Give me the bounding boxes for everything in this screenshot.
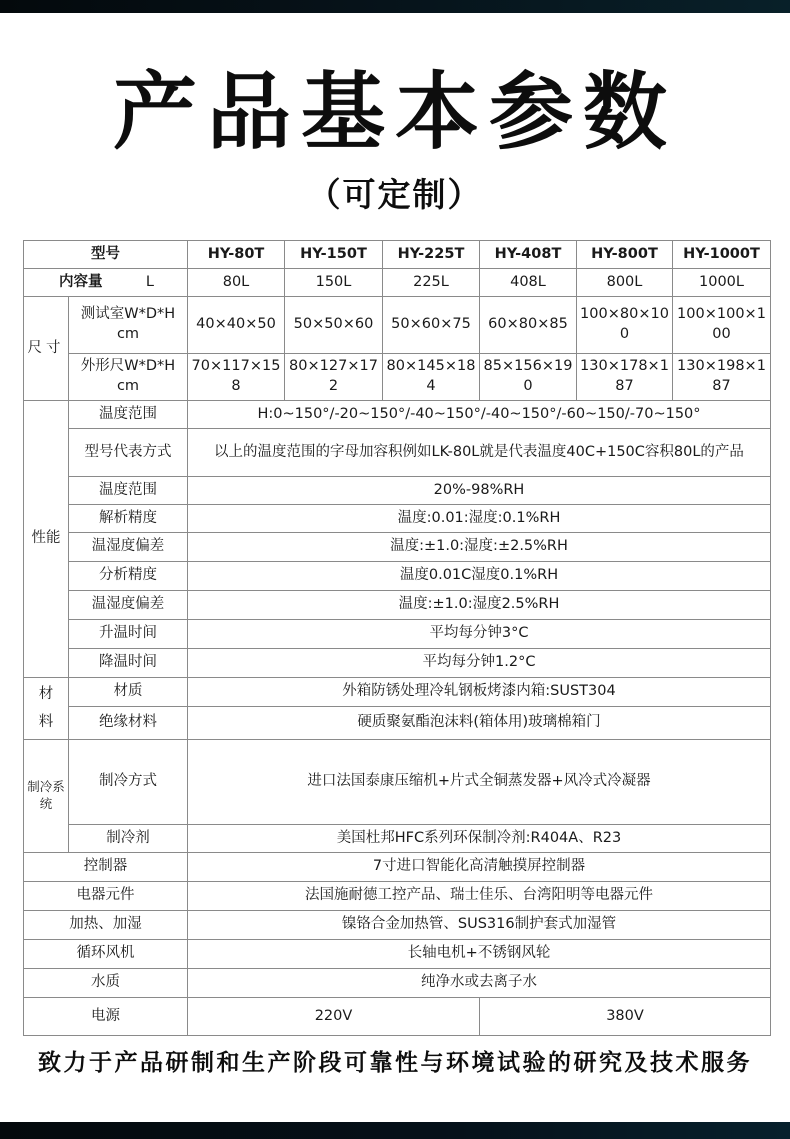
simple-row-label: 电器元件 [24, 882, 188, 911]
cooling-row-label: 制冷方式 [69, 740, 188, 825]
table-row-deviation-1 [24, 533, 771, 562]
table-row-test-chamber-size [24, 297, 771, 354]
group-label-cooling-system: 制冷系统 [24, 740, 69, 853]
dimension-value: 60×80×85 [480, 297, 577, 354]
dimension-row-label: 外形尺W*D*H cm [69, 354, 188, 401]
dimension-value: 130×178×187 [577, 354, 673, 401]
dimension-row-label: 测试室W*D*H cm [69, 297, 188, 354]
power-value-380: 380V [480, 998, 771, 1036]
perf-row-label: 型号代表方式 [69, 429, 188, 477]
dimension-value: 50×60×75 [383, 297, 480, 354]
material-row-value: 外箱防锈处理冷轧钢板烤漆内箱:SUST304 [188, 678, 771, 707]
table-row-material [24, 678, 771, 707]
footer-tagline: 致力于产品研制和生产阶段可靠性与环境试验的研究及技术服务 [38, 1050, 752, 1076]
capacity-value: 225L [383, 269, 480, 297]
simple-row-value: 法国施耐德工控产品、瑞士佳乐、台湾阳明等电器元件 [188, 882, 771, 911]
table-row-model-naming [24, 429, 771, 477]
model-name: HY-225T [383, 241, 480, 269]
group-label-performance: 性能 [24, 401, 69, 678]
power-value-220: 220V [188, 998, 480, 1036]
table-row-analysis-precision [24, 562, 771, 591]
dimension-value: 85×156×190 [480, 354, 577, 401]
table-row-resolution [24, 505, 771, 533]
model-name: HY-408T [480, 241, 577, 269]
simple-row-label: 控制器 [24, 853, 188, 882]
simple-row-label: 循环风机 [24, 940, 188, 969]
dimension-value: 100×100×100 [673, 297, 771, 354]
material-row-label: 绝缘材料 [69, 707, 188, 740]
perf-row-value: 平均每分钟1.2°C [188, 649, 771, 678]
spec-table [23, 240, 771, 1036]
table-row-cooling-method [24, 740, 771, 825]
table-row-cooldown-time [24, 649, 771, 678]
perf-row-label: 升温时间 [69, 620, 188, 649]
perf-row-value: 20%-98%RH [188, 477, 771, 505]
power-label: 电源 [24, 998, 188, 1036]
perf-row-value: H:0~150°/-20~150°/-40~150°/-40~150°/-60~150/-70~150° [188, 401, 771, 429]
simple-row-value: 镍铬合金加热管、SUS316制护套式加湿管 [188, 911, 771, 940]
capacity-unit: L [145, 273, 154, 290]
table-row-capacity [24, 269, 771, 297]
bottom-dark-bar [0, 1122, 790, 1139]
simple-row-label: 水质 [24, 969, 188, 998]
simple-row-value: 7寸进口智能化高清触摸屏控制器 [188, 853, 771, 882]
simple-row-label: 加热、加湿 [24, 911, 188, 940]
cooling-row-label: 制冷剂 [69, 825, 188, 853]
capacity-value: 80L [188, 269, 285, 297]
table-row-humidity-range [24, 477, 771, 505]
table-row-outer-size [24, 354, 771, 401]
dimension-value: 80×145×184 [383, 354, 480, 401]
perf-row-label: 温湿度偏差 [69, 591, 188, 620]
cooling-row-value: 美国杜邦HFC系列环保制冷剂:R404A、R23 [188, 825, 771, 853]
capacity-value: 150L [285, 269, 383, 297]
perf-row-value: 以上的温度范围的字母加容积例如LK-80L就是代表温度40C+150C容积80L的产品 [188, 429, 771, 477]
simple-row-value: 纯净水或去离子水 [188, 969, 771, 998]
perf-row-value: 温度:±1.0:湿度:±2.5%RH [188, 533, 771, 562]
dimension-value: 80×127×172 [285, 354, 383, 401]
table-row-deviation-2 [24, 591, 771, 620]
capacity-label: 内容量 [59, 273, 103, 290]
perf-row-label: 分析精度 [69, 562, 188, 591]
capacity-value: 408L [480, 269, 577, 297]
dimension-value: 130×198×187 [673, 354, 771, 401]
perf-row-label: 温度范围 [69, 477, 188, 505]
capacity-value: 1000L [673, 269, 771, 297]
table-row-power [24, 998, 771, 1036]
model-name: HY-150T [285, 241, 383, 269]
perf-row-value: 温度:±1.0:湿度2.5%RH [188, 591, 771, 620]
dimension-value: 40×40×50 [188, 297, 285, 354]
dimension-value: 50×50×60 [285, 297, 383, 354]
table-row-insulation [24, 707, 771, 740]
perf-row-label: 温湿度偏差 [69, 533, 188, 562]
page-subtitle: （可定制） [307, 175, 483, 214]
dimension-value: 100×80×100 [577, 297, 673, 354]
perf-row-value: 温度0.01C湿度0.1%RH [188, 562, 771, 591]
cooling-row-value: 进口法国泰康压缩机+片式全铜蒸发器+风冷式冷凝器 [188, 740, 771, 825]
table-row-water-quality [24, 969, 771, 998]
table-row-heating-humidifying [24, 911, 771, 940]
perf-row-label: 降温时间 [69, 649, 188, 678]
perf-row-label: 温度范围 [69, 401, 188, 429]
material-row-value: 硬质聚氨酯泡沫料(箱体用)玻璃棉箱门 [188, 707, 771, 740]
model-name: HY-800T [577, 241, 673, 269]
table-row-refrigerant [24, 825, 771, 853]
table-row-temp-range [24, 401, 771, 429]
model-name: HY-80T [188, 241, 285, 269]
model-header-label: 型号 [24, 241, 188, 269]
table-row-heatup-time [24, 620, 771, 649]
perf-row-label: 解析精度 [69, 505, 188, 533]
perf-row-value: 温度:0.01:湿度:0.1%RH [188, 505, 771, 533]
perf-row-value: 平均每分钟3°C [188, 620, 771, 649]
table-row-model-header [24, 241, 771, 269]
table-row-electrical-components [24, 882, 771, 911]
table-row-controller [24, 853, 771, 882]
group-label-materials: 材料 [24, 678, 69, 740]
top-dark-bar [0, 0, 790, 13]
material-row-label: 材质 [69, 678, 188, 707]
simple-row-value: 长轴电机+不锈钢风轮 [188, 940, 771, 969]
capacity-label-cell [24, 269, 188, 297]
table-row-circulation-fan [24, 940, 771, 969]
capacity-value: 800L [577, 269, 673, 297]
page-title: 产品基本参数 [112, 63, 677, 161]
group-label-dimensions: 尺寸 [24, 297, 69, 401]
model-name: HY-1000T [673, 241, 771, 269]
dimension-value: 70×117×158 [188, 354, 285, 401]
